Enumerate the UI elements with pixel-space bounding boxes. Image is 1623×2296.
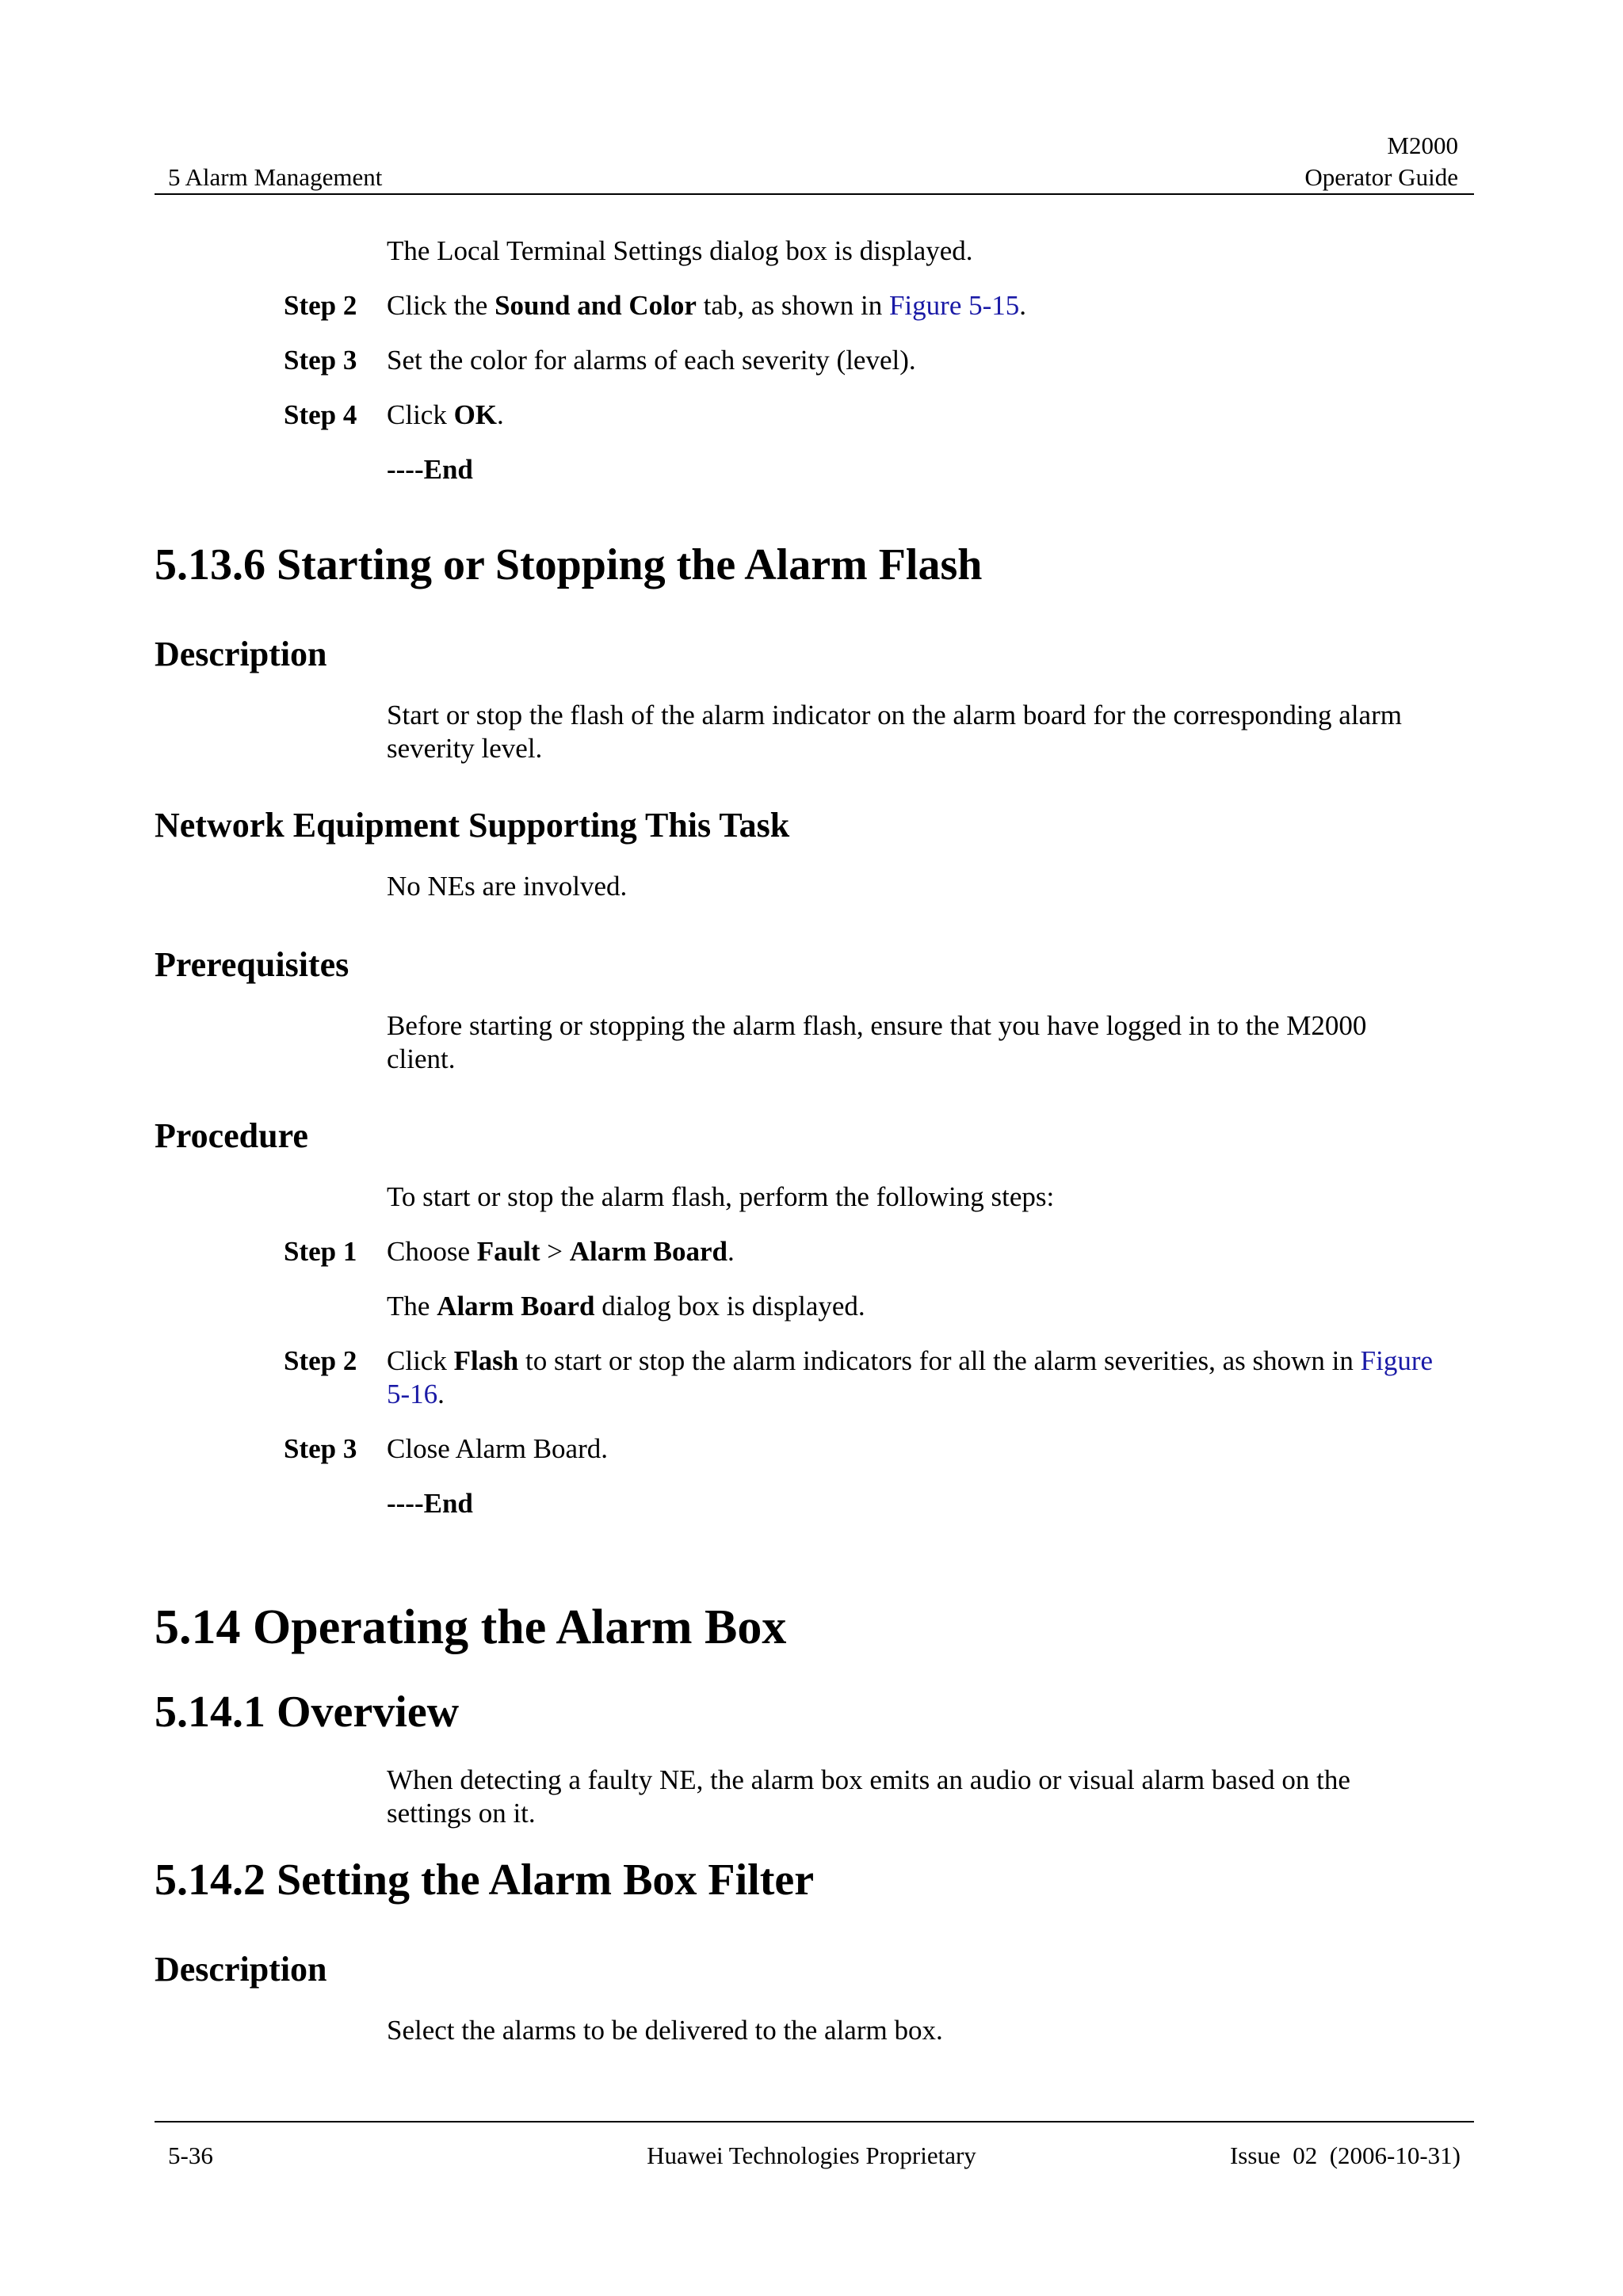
end-marker: ----End [387, 454, 473, 485]
header-product: M2000 [1387, 132, 1458, 159]
paragraph: severity level. [387, 733, 543, 764]
step-text-continued: 5-16. [387, 1379, 445, 1409]
figure-link[interactable]: 5-16 [387, 1379, 438, 1409]
paragraph: client. [387, 1043, 456, 1074]
step-label: Step 3 [284, 345, 357, 376]
header-rule [155, 193, 1474, 195]
step-text: Set the color for alarms of each severity (level). [387, 345, 916, 376]
paragraph: To start or stop the alarm flash, perform the following steps: [387, 1181, 1055, 1212]
section-title: 5.14.1 Overview [155, 1688, 460, 1737]
figure-link[interactable]: Figure 5-15 [888, 290, 1020, 321]
footer-page-number: 5-36 [168, 2142, 213, 2169]
subsection-heading: Description [155, 635, 327, 673]
step-label: Step 2 [284, 1345, 357, 1376]
footer-issue: Issue 02 (2006-10-31) [1229, 2142, 1461, 2169]
step-text: Click OK. [387, 399, 504, 430]
header-document-title: Operator Guide [1304, 163, 1458, 191]
subsection-heading: Prerequisites [155, 945, 349, 984]
footer-proprietary: Huawei Technologies Proprietary [647, 2142, 976, 2169]
footer-rule [155, 2121, 1474, 2122]
chapter-section-title: 5.14 Operating the Alarm Box [155, 1600, 787, 1654]
step-result: The Alarm Board dialog box is displayed. [387, 1291, 865, 1322]
section-title: 5.14.2 Setting the Alarm Box Filter [155, 1855, 815, 1905]
step-label: Step 2 [284, 290, 357, 321]
paragraph: No NEs are involved. [387, 871, 628, 902]
paragraph: Start or stop the flash of the alarm indicator on the alarm board for the corresponding alarm [387, 700, 1402, 730]
step-label: Step 1 [284, 1236, 357, 1267]
step-text: Click Flash to start or stop the alarm indicators for all the alarm severities, as shown in Figure [387, 1345, 1434, 1376]
section-title: 5.13.6 Starting or Stopping the Alarm Flash [155, 540, 983, 589]
subsection-heading: Procedure [155, 1116, 308, 1155]
intro-line: The Local Terminal Settings dialog box is displayed. [387, 235, 973, 266]
paragraph: Select the alarms to be delivered to the alarm box. [387, 2015, 943, 2046]
step-text: Close Alarm Board. [387, 1433, 608, 1464]
step-text: Choose Fault > Alarm Board. [387, 1236, 735, 1267]
step-label: Step 3 [284, 1433, 357, 1464]
step-label: Step 4 [284, 399, 357, 430]
paragraph: Before starting or stopping the alarm flash, ensure that you have logged in to the M2000 [387, 1010, 1367, 1041]
subsection-heading: Description [155, 1950, 327, 1989]
paragraph: settings on it. [387, 1798, 536, 1829]
figure-link[interactable]: Figure [1360, 1345, 1434, 1376]
header-chapter: 5 Alarm Management [168, 163, 383, 191]
end-marker: ----End [387, 1488, 473, 1519]
paragraph: When detecting a faulty NE, the alarm box emits an audio or visual alarm based on the [387, 1764, 1350, 1795]
subsection-heading: Network Equipment Supporting This Task [155, 806, 790, 845]
step-text: Click the Sound and Color tab, as shown in Figure 5-15. [387, 290, 1027, 321]
